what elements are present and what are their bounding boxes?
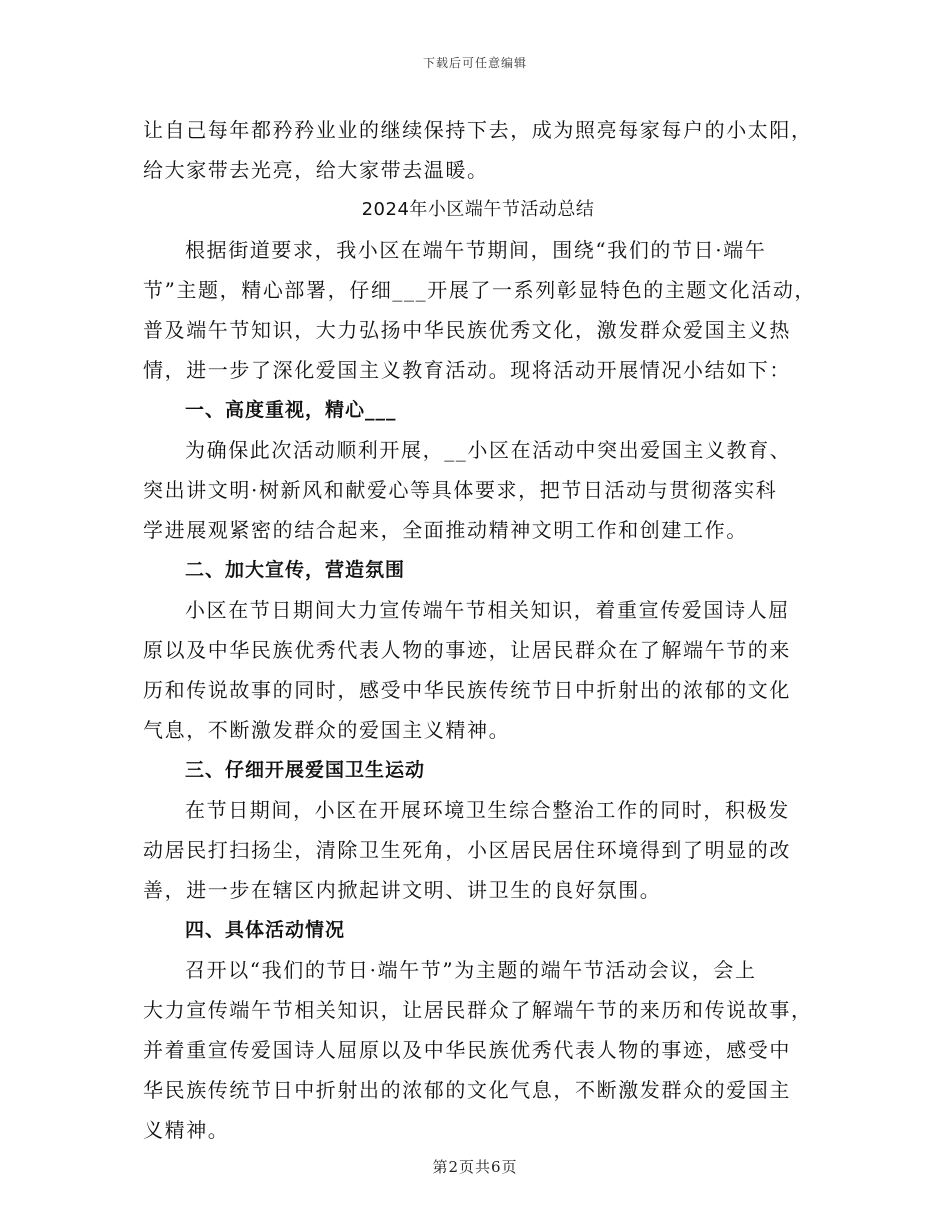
section-heading-1: 一、高度重视，精心___: [185, 399, 397, 421]
text-line: 善，进一步在辖区内掀起讲文明、讲卫生的良好氛围。: [143, 878, 662, 902]
section-heading-4: 四、具体活动情况: [185, 919, 346, 941]
text-line: 历和传说故事的同时，感受中华民族传统节日中折射出的浓郁的文化: [143, 678, 791, 702]
text-line: 情，进一步了深化爱国主义教育活动。现将活动开展情况小结如下：: [143, 358, 791, 382]
text-line: 突出讲文明·树新风和献爱心等具体要求，把节日活动与贯彻落实科: [143, 478, 778, 502]
paragraph-first-line: 在节日期间，小区在开展环境卫生综合整治工作的同时，积极发: [185, 798, 790, 822]
text-line: 原以及中华民族优秀代表人物的事迹，让居民群众在了解端午节的来: [143, 638, 791, 662]
text-line: 普及端午节知识，大力弘扬中华民族优秀文化，激发群众爱国主义热: [143, 318, 791, 342]
paragraph-first-line: 召开以“我们的节日·端午节”为主题的端午节活动会议，会上: [185, 958, 757, 982]
text-line: 大力宣传端午节相关知识，让居民群众了解端午节的来历和传说故事，: [143, 998, 813, 1022]
text-line: 学进展观紧密的结合起来，全面推动精神文明工作和创建工作。: [143, 518, 748, 542]
page-header-note: 下载后可任意编辑: [422, 56, 527, 70]
text-line: 让自己每年都矜矜业业的继续保持下去，成为照亮每家每户的小太阳，: [143, 118, 813, 142]
text-line: 动居民打扫扬尘，清除卫生死角，小区居民居住环境得到了明显的改: [143, 838, 791, 862]
text-line: 气息，不断激发群众的爱国主义精神。: [143, 718, 511, 742]
document-title: 2024年小区端午节活动总结: [361, 199, 595, 220]
document-body: [143, 110, 817, 1150]
section-heading-2: 二、加大宣传，营造氛围: [185, 559, 406, 581]
section-heading-3: 三、仔细开展爱国卫生运动: [185, 759, 426, 781]
text-line: 给大家带去光亮，给大家带去温暖。: [143, 158, 489, 182]
page-number-footer: 第2页共6页: [432, 1158, 518, 1176]
text-line: 并着重宣传爱国诗人屈原以及中华民族优秀代表人物的事迹，感受中: [143, 1038, 791, 1062]
text-line: 华民族传统节日中折射出的浓郁的文化气息，不断激发群众的爱国主: [143, 1078, 791, 1102]
text-line: 节”主题，精心部署，仔细___开展了一系列彰显特色的主题文化活动，: [143, 278, 817, 302]
paragraph-first-line: 根据街道要求，我小区在端午节期间，围绕“我们的节日·端午: [185, 238, 767, 262]
text-line: 义精神。: [143, 1118, 230, 1142]
paragraph-first-line: 小区在节日期间大力宣传端午节相关知识，着重宣传爱国诗人屈: [185, 598, 790, 622]
paragraph-first-line: 为确保此次活动顺利开展，__小区在活动中突出爱国主义教育、: [185, 438, 792, 462]
